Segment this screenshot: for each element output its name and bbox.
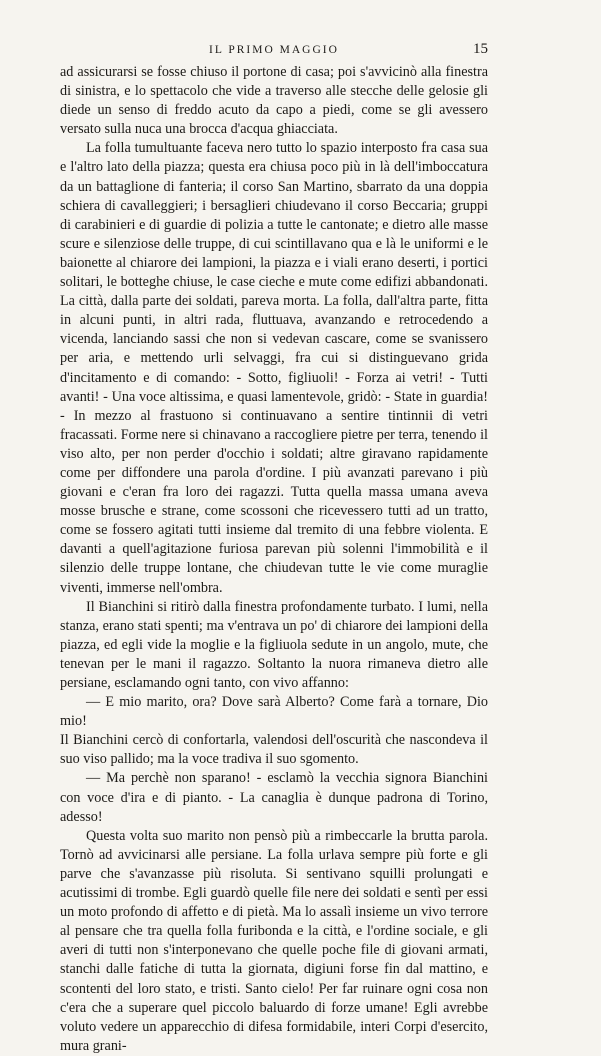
paragraph-crowd-description: La folla tumultuante faceva nero tutto lo spazio interposto fra casa sua e l'altro lato della piazza; questa era chiusa poco più in là dell'imboccatura da un battaglione di fanteria; il corso San Martino, sbarrato da una doppia schiera di cavalleggieri; i bersaglieri chiudevano il corso Beccaria; gruppi di carabinieri e di guardie di polizia a tutte le cantonate; e dietro alle masse scure e silenziose delle truppe, di cui scintillavano qua e là le uniformi e le baionette al chiarore dei lampioni, la piazza e i viali erano deserti, i portici solitari, le botteghe chiuse, le case cieche e mute come edifizi abbandonati. La città, dalla parte dei soldati, pareva morta. La folla, dall'altra parte, fitta in alcuni punti, in altri rada, fluttuava, avanzando e retrocedendo a vicenda, lanciando sassi che non si vedevan cascare, come se svanissero per aria, e mettendo urli selvaggi, fra cui si distinguevano grida d'incitamento e di comando: - Sotto, figliuoli! - Forza ai vetri! - Tutti avanti! - Una voce altissima, e quasi lamentevole, gridò: - State in guardia! - In mezzo al frastuono si continuavano a sentire tintinnii di vetri fracassati. Forme nere si chinavano a raccogliere pietre per terra, tenendo il viso alto, per non perder d'occhio i soldati; altre giravano rapidamente come per diffondere una parola d'ordine. I più avanzati parevano i più giovani e c'eran fra loro dei ragazzi. Tutta quella massa umana aveva mosse brusche e strane, come scossoni che ricevessero tutti ad un tratto, come se fossero agitati tutti insieme dal tremito di una febbre violenta. E davanti a quell'agitazione furiosa parevan più solenni l'immobilità e il silenzio delle truppe lontane, che chiudevan tutte le vie come muraglie viventi, immerse nell'ombra. (60, 140, 488, 596)
paragraph-continuation: ad assicurarsi se fosse chiuso il portone di casa; poi s'avvicinò alla finestra di sinistra, e lo spettacolo che vide a traverso alle stecche delle gelosie gli diede un senso di freddo acuto da capo a piedi, come se gli avessero versato sulla nuca una brocca d'acqua ghiacciata. (60, 64, 488, 138)
page-number: 15 (473, 41, 488, 57)
paragraph-comfort: Il Bianchini cercò di confortarla, valendosi dell'oscurità che nascondeva il suo viso pallido; ma la voce tradiva il suo sgomento. (60, 732, 488, 768)
body-text (60, 63, 488, 1056)
paragraph-dialogue-nuora: — E mio marito, ora? Dove sarà Alberto? Come farà a tornare, Dio mio! (60, 694, 488, 730)
running-title: IL PRIMO MAGGIO (209, 44, 339, 56)
paragraph-bianchini-retreats: Il Bianchini si ritirò dalla finestra profondamente turbato. I lumi, nella stanza, erano stati spenti; ma v'entrava un po' di chiarore dei lampioni della piazza, ed egli vide la moglie e la figliuola sedute in un angolo, mute, che tenevan per le mani il ragazzo. Soltanto la nuora rimaneva dietro alle persiane, esclamando ogni tanto, con vivo affanno: (60, 598, 488, 691)
paragraph-dialogue-signora: — Ma perchè non sparano! - esclamò la vecchia signora Bianchini con voce d'ira e di pianto. - La canaglia è dunque padrona di Torino, adesso! (60, 770, 488, 825)
paragraph-terror: Questa volta suo marito non pensò più a rimbeccarle la brutta parola. Tornò ad avvicinarsi alle persiane. La folla urlava sempre più forte e gli parve che s'avanzasse più risoluta. Si sentivano squilli prolungati e acutissimi di trombe. Egli guardò quelle file nere dei soldati e sentì per essi un moto profondo di affetto e di pietà. Ma lo assalì insieme un vivo terrore al pensare che tra quella folla furibonda e la città, e l'ordine sociale, e gli averi di tutti non s'interponevano che quelle poche file di giovani armati, stanchi dalle fatiche di tutta la giornata, digiuni forse fin dal mattino, e scontenti del loro stato, e tristi. Santo cielo! Per far ruinare ogni cosa non c'era che a superare quel piccolo baluardo di forze umane! Egli avrebbe voluto vedere un apparecchio di difesa formidabile, interi Corpi d'esercito, mura grani- (60, 827, 488, 1054)
